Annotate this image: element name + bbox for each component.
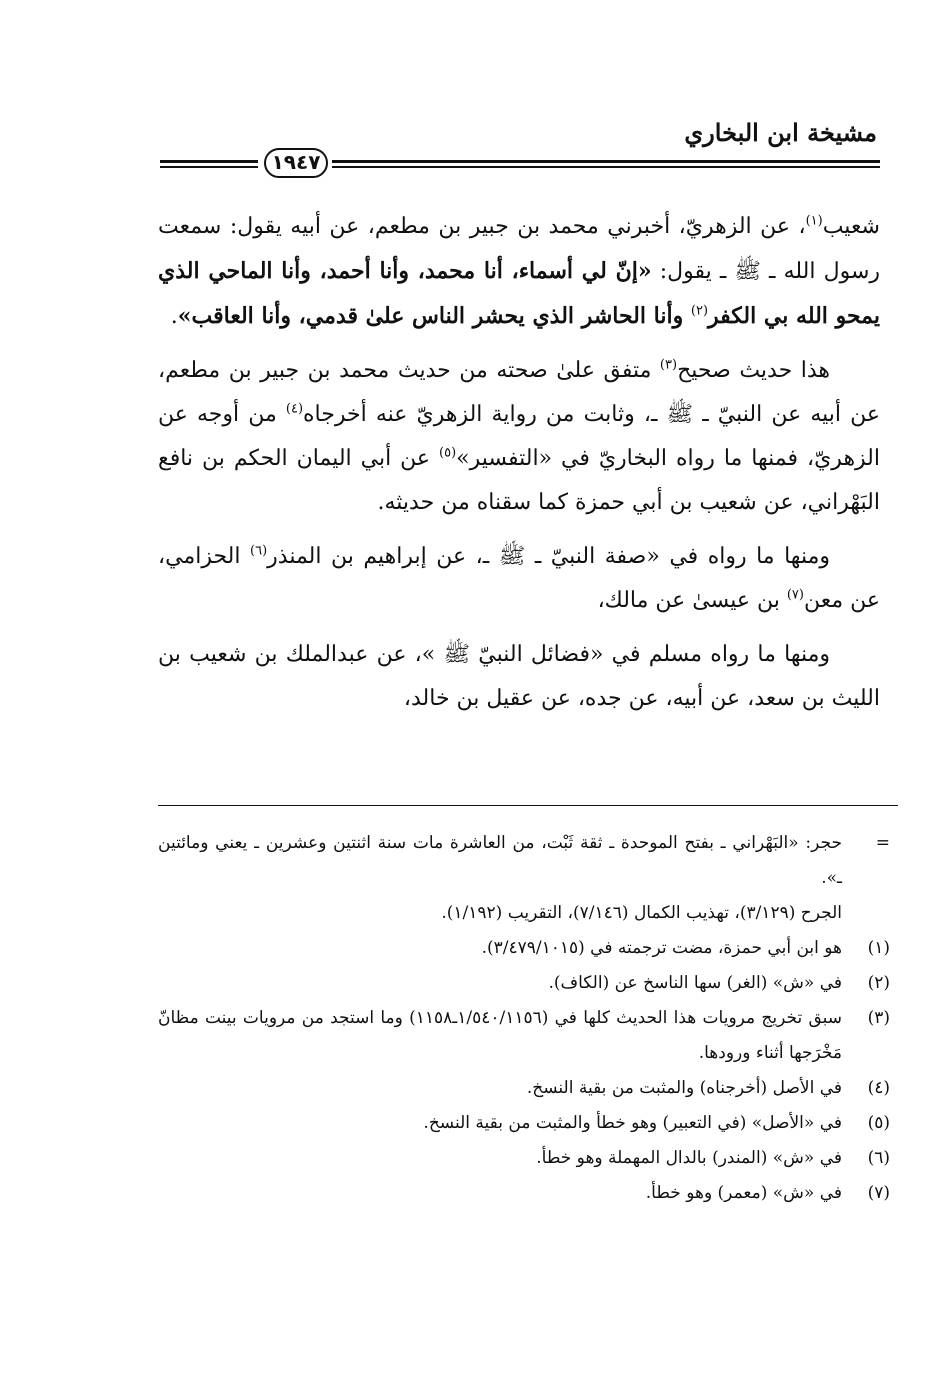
text-span: .	[170, 304, 178, 329]
footnote-text: هو ابن أبي حمزة، مضت ترجمته في (٣/٤٧٩/١٠١٥).	[481, 938, 842, 958]
footnote-number: (٥)	[867, 1113, 890, 1133]
footnote-text: في الأصل (أخرجناه) والمثبت من بقية النسخ.	[526, 1078, 842, 1098]
footnote-number: (٧)	[867, 1183, 890, 1203]
page-number: ١٩٤٧	[264, 148, 328, 178]
footnote-text: في «ش» (معمر) وهو خطأ.	[645, 1183, 842, 1203]
footnote-ref: (٢)	[690, 303, 709, 319]
footnote-number: (٢)	[867, 973, 890, 993]
footnote-item	[158, 931, 890, 966]
hadith-text: وأنا الحاشر الذي يحشر الناس علىٰ قدمي، وأنا العاقب»	[177, 303, 691, 329]
footnote-item	[158, 1141, 890, 1176]
text-span: من أوجه عن الزهريّ، فمنها ما رواه البخاريّ في «التفسير»	[158, 402, 880, 471]
footnote-ref: (٦)	[250, 543, 268, 559]
footnote-text: في «ش» (الغر) سها الناسخ عن (الكاف).	[548, 973, 842, 993]
footnote-ref: (٧)	[786, 587, 804, 603]
footnote-item	[158, 1176, 890, 1211]
footnote-item	[158, 1071, 890, 1106]
footnote-number: (١)	[867, 938, 890, 958]
footnote-ref: (٥)	[439, 445, 457, 461]
paragraph-4	[158, 633, 880, 721]
footnote-text: في «ش» (المندر) بالدال المهملة وهو خطأ.	[536, 1148, 842, 1168]
paragraph-3	[158, 535, 880, 623]
text-span: ومنها ما رواه مسلم في «فضائل النبيّ ﷺ »، عن عبدالملك بن شعيب بن الليث بن سعد، عن أبيه، عن جده، عن عقيل بن خالد،	[158, 642, 880, 711]
footnote-number: (٤)	[867, 1078, 890, 1098]
text-span: الحزامي، عن معن	[158, 544, 880, 613]
footnote-number: (٦)	[867, 1148, 890, 1168]
continuation-marker: =	[875, 833, 890, 853]
footnote-ref: (٣)	[659, 357, 678, 373]
text-span: عن أبي اليمان الحكم بن نافع البَهْراني، عن شعيب بن أبي حمزة كما سقناه من حديثه.	[158, 446, 880, 515]
footnote-ref: (٤)	[285, 401, 304, 417]
footnote-separator	[158, 805, 898, 806]
footnote-continuation	[158, 826, 890, 931]
text-span: متفق علىٰ صحته من حديث محمد بن جبير بن مطعم، عن أبيه عن النبيّ ـ ﷺ ـ، وثابت من رواية الزهريّ عنه أخرجاه	[158, 358, 880, 427]
footnote-text: حجر: «البَهْراني ـ بفتح الموحدة ـ ثقة ثَبْت، من العاشرة مات سنة اثنتين وعشرين ـ يعني ومائتين ـ».	[158, 833, 842, 888]
footnote-text: سبق تخريج مرويات هذا الحديث كلها في (١/٥٤٠/١١٥٦ـ١١٥٨) وما استجد من مرويات بينت مظانّ مَخْرَجها أثناء ورودها.	[158, 1008, 842, 1063]
text-span: ، عن الزهريّ، أخبرني محمد بن جبير بن مطعم، عن أبيه يقول: سمعت رسول الله ـ ﷺ ـ يقول:	[158, 214, 881, 284]
footnotes	[158, 826, 890, 1211]
paragraph-1	[158, 205, 880, 339]
hadith-text: «إنّ لي أسماء، أنا محمد، وأنا أحمد، وأنا الماحي الذي يمحو الله بي الكفر	[158, 258, 880, 329]
main-text	[158, 205, 880, 731]
header-rule	[160, 152, 880, 176]
text-span: شعيب	[822, 214, 880, 239]
book-title: مشيخة ابن البخاري	[684, 118, 877, 147]
footnote-item	[158, 1001, 890, 1071]
footnote-number: (٣)	[867, 1008, 890, 1028]
footnote-text: الجرح (٣/١٢٩)، تهذيب الكمال (٧/١٤٦)، التقريب (١/١٩٢).	[441, 903, 842, 923]
text-span: بن عيسىٰ عن مالك،	[597, 588, 787, 613]
footnote-item	[158, 966, 890, 1001]
footnote-text: في «الأصل» (في التعبير) وهو خطأ والمثبت من بقية النسخ.	[423, 1113, 842, 1133]
text-span: ومنها ما رواه في «صفة النبيّ ـ ﷺ ـ، عن إبراهيم بن المنذر	[267, 544, 830, 569]
footnote-item	[158, 1106, 890, 1141]
rule-line-right-thick	[332, 160, 880, 163]
rule-line-left-thick	[160, 160, 258, 163]
text-span: هذا حديث صحيح	[677, 358, 830, 383]
footnote-ref: (١)	[805, 213, 823, 229]
paragraph-2	[158, 349, 880, 525]
rule-line-left-thin	[160, 166, 258, 168]
rule-line-right-thin	[332, 166, 880, 168]
